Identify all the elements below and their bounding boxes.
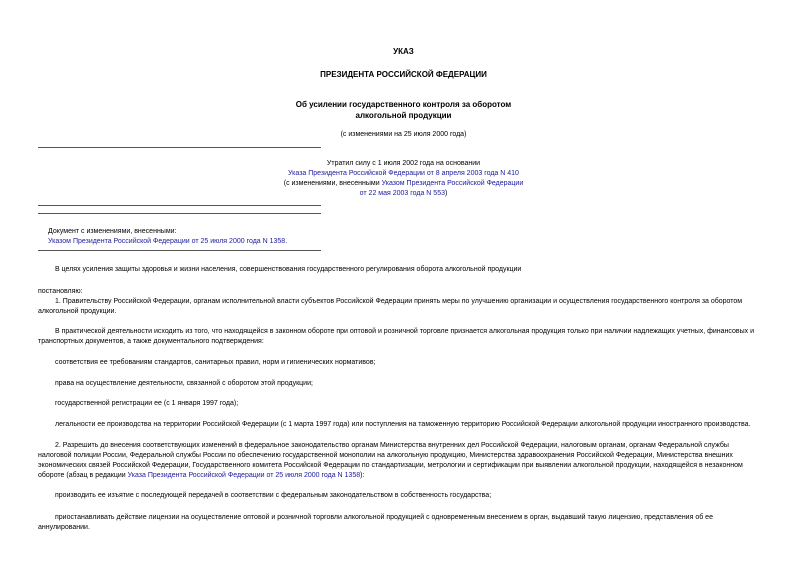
paragraph-2-line4-prefix: обороте (абзац в редакции	[38, 472, 128, 479]
paragraph-2-line4-suffix: ):	[360, 472, 365, 479]
intro-paragraph: В целях усиления защиты здоровья и жизни населения, совершенствования государственного регулирования оборота алкогольной продукции	[55, 266, 522, 273]
practice-paragraph-line1: В практической деятельности исходить из того, что находящейся в законном обороте при оптовой и розничной торговле признается алкогольная продукция только при наличии надлежащих учетных, финансовых и	[55, 328, 755, 335]
doc-subtitle-line1: Об усилении государственного контроля за оборотом	[295, 100, 512, 109]
decree-word: постановляю:	[38, 288, 83, 295]
status-amend-prefix: (с изменениями, внесенными	[283, 180, 382, 187]
list-item: легальности ее производства на территории Российской Федерации (с 1 марта 1997 года) или поступления на таможенную территорию Российской Федерации алкогольной продукции иностранного производства.	[55, 421, 751, 428]
issuer-title: ПРЕЗИДЕНТА РОССИЙСКОЙ ФЕДЕРАЦИИ	[320, 70, 487, 79]
doc-type-title: УКАЗ	[393, 47, 414, 56]
paragraph-6-line2: аннулировании.	[38, 524, 90, 531]
status-link-line	[0, 169, 807, 178]
divider	[38, 250, 321, 251]
divider	[38, 205, 321, 206]
list-item: государственной регистрации ее (с 1 января 1997 года);	[55, 400, 239, 407]
status-amend-line	[0, 179, 807, 188]
decree-410-link[interactable]: Указа Президента Российской Федерации от 8 апреля 2003 года N 410	[288, 170, 519, 177]
list-item: права на осуществление деятельности, связанной с оборотом этой продукции;	[55, 380, 313, 387]
divider	[38, 213, 321, 214]
status-line: Утратил силу с 1 июля 2002 года на основании	[326, 160, 481, 167]
practice-paragraph-line2: транспортных документов, а также документального подтверждения:	[38, 338, 264, 345]
list-item: соответствия ее требованиям стандартов, санитарных правил, норм и гигиенических нормативов;	[55, 359, 376, 366]
paragraph-1-line1: 1. Правительству Российской Федерации, органам исполнительной власти субъектов Российской Федерации принять меры по улучшению организации и осуществления государственного контроля за оборотом	[55, 298, 743, 305]
status-amend-line2	[0, 189, 807, 198]
list-item: производить ее изъятие с последующей передачей в соответствии с федеральным законодательством в собственность государства;	[55, 492, 492, 499]
doc-subtitle-line2: алкогольной продукции	[355, 111, 452, 120]
decree-553-link-part1[interactable]: Указом Президента Российской Федерации	[381, 180, 524, 187]
paragraph-6-line1: приостанавливать действие лицензии на осуществление оптовой и розничной торговли алкогольной продукцией с одновременным внесением в орган, выдавший такую лицензию, представления об ее	[55, 514, 713, 521]
paragraph-2-line3: экономических связей Российской Федерации, Государственного комитета Российской Федерации по стандартизации, метрологии и сертификации при выявлении алкогольной продукции, находящейся в незаконном	[38, 462, 743, 469]
paragraph-2-line2: налоговой полиции России, Федеральной службы России по обеспечению государственной монополии на алкогольную продукцию, Министерства здравоохранения Российской Федерации, Министерства внешних	[38, 452, 733, 459]
changes-note: (с изменениями на 25 июля 2000 года)	[340, 131, 467, 138]
decree-553-link-part2[interactable]: от 22 мая 2003 года N 553	[359, 190, 445, 197]
paragraph-1-line2: алкогольной продукции.	[38, 308, 117, 315]
paragraph-2-line1: 2. Разрешить до внесения соответствующих изменений в федеральное законодательство органам Министерства внутренних дел Российской Федерации, налоговым органам, органам Федеральной службы	[55, 442, 729, 449]
divider	[38, 147, 321, 148]
doc-changes-label: Документ с изменениями, внесенными:	[48, 228, 177, 235]
decree-1358-link[interactable]: Указом Президента Российской Федерации от 25 июля 2000 года N 1358.	[48, 238, 288, 245]
paragraph-2-line4	[38, 471, 364, 480]
decree-1358-inline-link[interactable]: Указа Президента Российской Федерации от 25 июля 2000 года N 1358	[127, 472, 361, 479]
doc-changes-link-line	[48, 237, 287, 246]
status-amend-suffix: )	[444, 190, 448, 197]
